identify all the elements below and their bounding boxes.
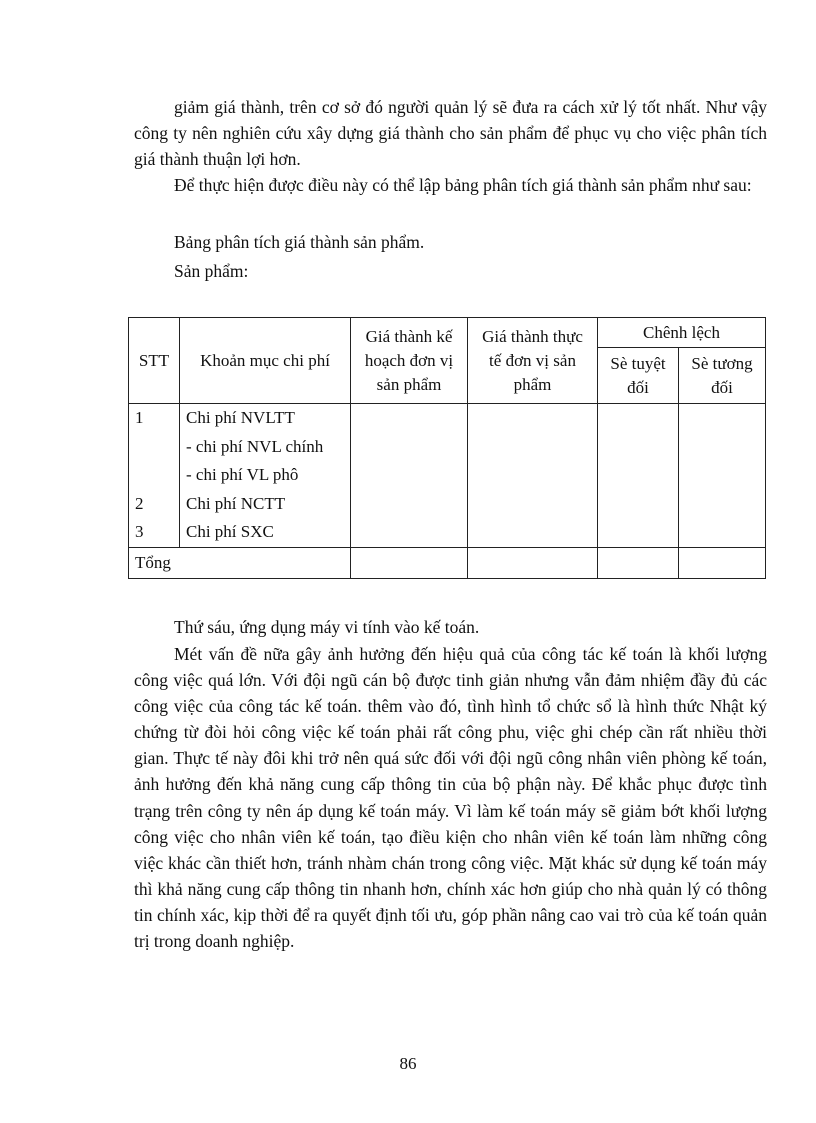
absolute-variance-cell <box>598 404 679 548</box>
table-intro-paragraph: Để thực hiện được điều này có thể lập bảng phân tích giá thành sản phẩm như sau: <box>174 175 752 195</box>
header-variance: Chênh lệch <box>598 318 766 348</box>
cost-item: - chi phí NVL chính <box>186 436 324 456</box>
continuation-paragraph: giảm giá thành, trên cơ sở đó người quản lý sẽ đưa ra cách xử lý tốt nhất. Như vậy công ty nên nghiên cứu xây dựng giá thành cho sản phẩm để phục vụ cho việc phân tích giá thành thuận lợi hơn. <box>134 97 767 169</box>
total-planned-cell <box>351 547 468 578</box>
actual-cost-cell <box>468 404 598 548</box>
header-stt: STT <box>129 318 180 404</box>
stt-value <box>135 433 173 462</box>
cost-item: Chi phí NVLTT <box>186 408 295 427</box>
header-absolute: Sè tuyệt đối <box>598 348 679 404</box>
page-number: 86 <box>399 1054 417 1073</box>
planned-cost-cell <box>351 404 468 548</box>
section-six-heading: Thứ sáu, ứng dụng máy vi tính vào kế toán. <box>174 617 480 637</box>
cost-item-cell <box>180 404 351 548</box>
header-cost-item: Khoản mục chi phí <box>180 318 351 404</box>
total-label: Tổng <box>129 547 351 578</box>
total-actual-cell <box>468 547 598 578</box>
relative-variance-cell <box>679 404 766 548</box>
header-planned-cost: Giá thành kế hoạch đơn vị sản phẩm <box>351 318 468 404</box>
cost-analysis-table <box>128 317 766 579</box>
cost-item: Chi phí NCTT <box>186 493 286 513</box>
cost-item: - chi phí VL phô <box>186 465 299 484</box>
total-row <box>129 547 766 578</box>
product-label: Sản phẩm: <box>174 261 249 281</box>
stt-value: 2 <box>135 493 144 513</box>
stt-cell <box>129 404 180 548</box>
table-row <box>129 404 766 548</box>
table-title: Bảng phân tích giá thành sản phẩm. <box>174 232 425 252</box>
section-six-body: Mét vấn đề nữa gây ảnh hưởng đến hiệu quả của công tác kế toán là khối lượng công việc quá lớn. Với đội ngũ cán bộ được tinh giản nhưng vẫn đảm nhiệm đầy đủ các công việc của công tác kế toán. thêm vào đó, tình hình tổ chức sổ là hình thức Nhật ký chứng từ đòi hỏi công việc kế toán phải rất công phu, việc ghi chép cần rất nhiều thời gian. Thực tế này đôi khi trở nên quá sức đối với đội ngũ công nhân viên phòng kế toán, ảnh hưởng đến khả năng cung cấp thông tin của bộ phận này. Để khắc phục được tình trạng trên công ty nên áp dụng kế toán máy. Vì làm kế toán máy sẽ giảm bớt khối lượng công việc cho nhân viên kế toán, tạo điều kiện cho nhân viên kế toán làm những công việc khác cần thiết hơn, tránh nhàm chán trong công việc. Mặt khác sử dụng kế toán máy thì khả năng cung cấp thông tin nhanh hơn, chính xác hơn giúp cho nhà quản lý có thông tin chính xác, kịp thời để ra quyết định tối ưu, góp phần nâng cao vai trò của kế toán quản trị trong doanh nghiệp. <box>134 644 767 952</box>
cost-item: Chi phí SXC <box>186 522 274 541</box>
total-absolute-cell <box>598 547 679 578</box>
header-actual-cost: Giá thành thực tế đơn vị sản phẩm <box>468 318 598 404</box>
total-relative-cell <box>679 547 766 578</box>
stt-value: 1 <box>135 408 144 427</box>
header-relative: Sè tương đối <box>679 348 766 404</box>
stt-value <box>135 461 173 490</box>
stt-value: 3 <box>135 522 144 541</box>
